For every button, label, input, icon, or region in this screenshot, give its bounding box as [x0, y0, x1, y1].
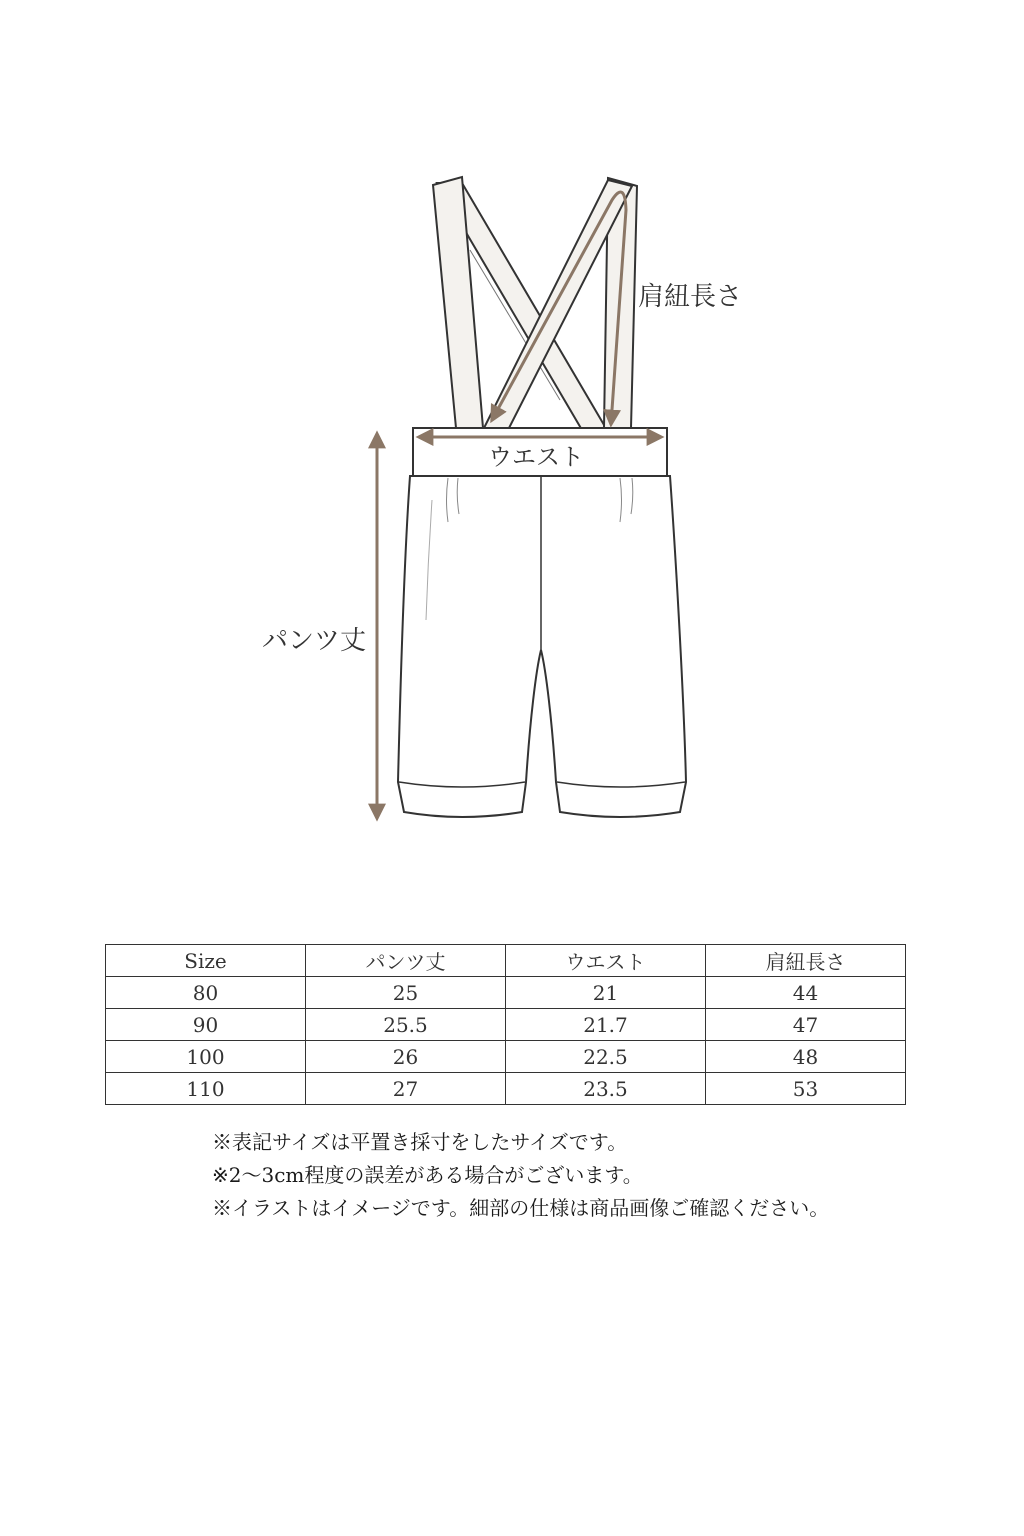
table-cell: 53	[706, 1073, 906, 1105]
note-line: ※イラストはイメージです。細部の仕様は商品画像ご確認ください。	[212, 1196, 830, 1220]
table-cell: 21.7	[506, 1009, 706, 1041]
table-cell: 21	[506, 977, 706, 1009]
table-cell: 27	[306, 1073, 506, 1105]
header-pants-length: パンツ丈	[306, 945, 506, 977]
table-row	[106, 1041, 906, 1073]
table-cell: 25.5	[306, 1009, 506, 1041]
table-cell: 80	[106, 977, 306, 1009]
table-cell: 100	[106, 1041, 306, 1073]
header-size: Size	[106, 945, 306, 977]
notes	[212, 1126, 992, 1225]
table-row	[106, 1009, 906, 1041]
table-cell: 90	[106, 1009, 306, 1041]
table-header-row	[106, 945, 906, 977]
note-line: ※表記サイズは平置き採寸をしたサイズです。	[212, 1130, 628, 1154]
pants-length-label: パンツ丈	[262, 626, 367, 656]
table-cell: 110	[106, 1073, 306, 1105]
table-cell: 26	[306, 1041, 506, 1073]
header-strap-length: 肩紐長さ	[706, 945, 906, 977]
table-row	[106, 1073, 906, 1105]
table-cell: 47	[706, 1009, 906, 1041]
size-table	[105, 944, 906, 1105]
note-line: ※2〜3cm程度の誤差がある場合がございます。	[212, 1163, 643, 1187]
table-cell: 25	[306, 977, 506, 1009]
waist-label: ウエスト	[488, 443, 584, 471]
table-cell: 48	[706, 1041, 906, 1073]
table-cell: 23.5	[506, 1073, 706, 1105]
pants-body	[398, 476, 686, 817]
table-row	[106, 977, 906, 1009]
table-cell: 44	[706, 977, 906, 1009]
header-waist: ウエスト	[506, 945, 706, 977]
table-cell: 22.5	[506, 1041, 706, 1073]
strap-length-label: 肩紐長さ	[638, 282, 743, 312]
